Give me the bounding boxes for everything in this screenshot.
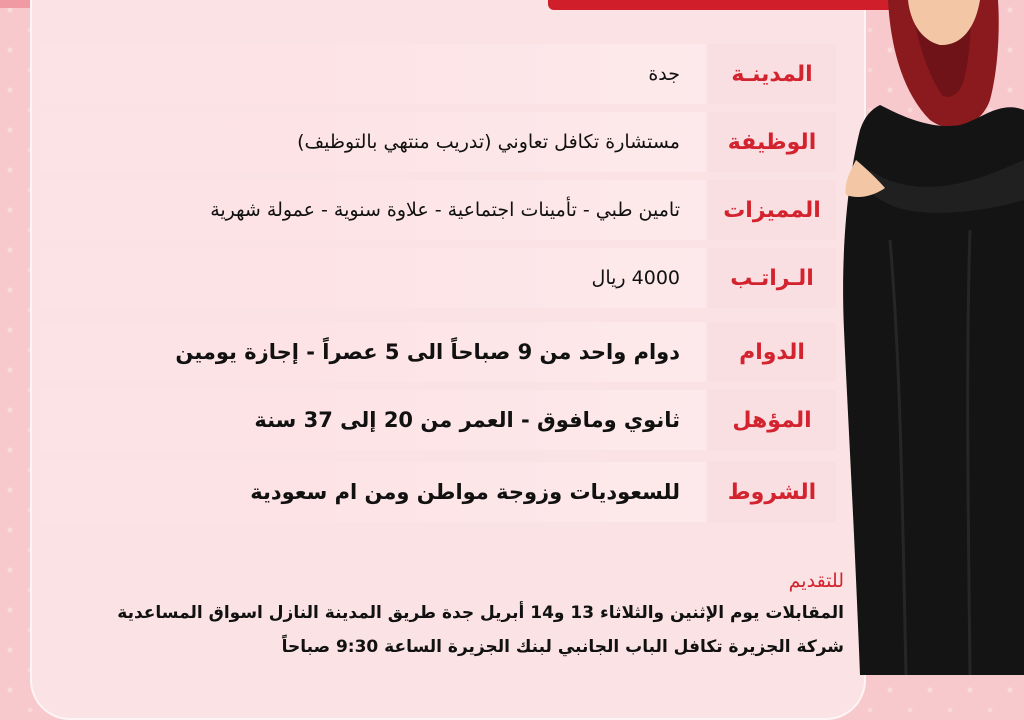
- apply-line-2: شركة الجزيرة تكافل الباب الجانبي لبنك الجزيرة الساعة 9:30 صباحاً: [281, 637, 844, 657]
- row-value: جدة: [40, 44, 706, 104]
- apply-title: للتقديم: [788, 570, 844, 592]
- row-value: للسعوديات وزوجة مواطن ومن ام سعودية: [40, 462, 706, 522]
- row-label: المؤهل: [708, 390, 836, 450]
- row-label: المميزات: [708, 180, 836, 240]
- woman-in-abaya-icon: [830, 0, 1024, 675]
- row-job: [40, 112, 836, 172]
- row-value: تامين طبي - تأمينات اجتماعية - علاوة سنوية - عمولة شهرية: [40, 180, 706, 240]
- row-value: ثانوي ومافوق - العمر من 20 إلى 37 سنة: [40, 390, 706, 450]
- row-value: دوام واحد من 9 صباحاً الى 5 عصراً - إجازة يومين: [40, 322, 706, 382]
- apply-section: [44, 570, 844, 664]
- row-city: [40, 44, 836, 104]
- row-label: الدوام: [708, 322, 836, 382]
- row-benefits: [40, 180, 836, 240]
- apply-line-1: المقابلات يوم الإثنين والثلاثاء 13 و14 أبريل جدة طريق المدينة النازل اسواق المساعدية: [117, 603, 844, 623]
- row-value: مستشارة تكافل تعاوني (تدريب منتهي بالتوظيف): [40, 112, 706, 172]
- row-label: الوظيفة: [708, 112, 836, 172]
- row-label: الشروط: [708, 462, 836, 522]
- row-hours: [40, 322, 836, 382]
- row-label: الـراتـب: [708, 248, 836, 308]
- row-qualification: [40, 390, 836, 450]
- row-value: 4000 ريال: [40, 248, 706, 308]
- row-label: المدينـة: [708, 44, 836, 104]
- row-salary: [40, 248, 836, 308]
- row-conditions: [40, 462, 836, 522]
